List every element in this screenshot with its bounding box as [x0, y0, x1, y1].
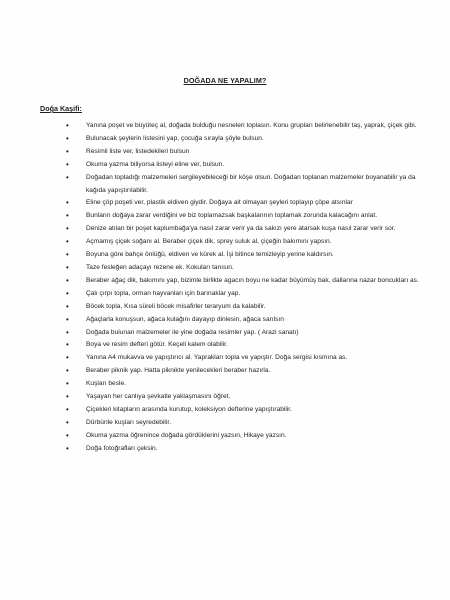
bullet-icon: • [66, 327, 69, 337]
bullet-icon: • [66, 275, 69, 285]
list-item [66, 236, 432, 249]
bullet-icon: • [66, 133, 69, 143]
list-item-text: Doğadan topladığı malzemeleri sergileyebileceği bir köşe olsun. Doğadan toplanan malzemeler boyanabilir ya da kağıda yapıştırılabilir. [86, 173, 416, 194]
list-item-text: Bulunacak şeylerin listesini yap, çocuğa sırayla şöyle bulsun. [86, 134, 264, 142]
list-item [66, 210, 432, 223]
list-item-text: Yanına poşet ve büyüteç al, doğada bulduğu nesneleri toplasın. Konu grupları belirlenebilir taş, yaprak, çiçek gibi. [86, 122, 417, 129]
bullet-icon: • [66, 392, 69, 402]
bullet-icon: • [66, 146, 69, 156]
bullet-icon: • [66, 314, 69, 324]
section-heading: Doğa Kaşifi: [40, 104, 82, 113]
list-item-text: Açmamış çiçek soğanı al. Beraber çiçek dik, sprey suluk al, çiçeğin bakımını yapsın. [86, 238, 332, 246]
list-item-text: Çiçekleri kitapların arasında kurutup, koleksiyon defterine yapıştırabilir. [86, 405, 292, 413]
bullet-icon: • [66, 301, 69, 311]
bullet-icon: • [66, 430, 69, 440]
list-item [66, 443, 432, 456]
list-item-text: Okuma yazma biliyorsa listeyi eline ver, bulsun. [86, 160, 225, 168]
document-title: DOĞADA NE YAPALIM? [183, 76, 267, 85]
bullet-icon: • [66, 159, 69, 169]
list-item [66, 430, 432, 443]
list-item-text: Resimli liste ver, listedekileri bulsun [86, 147, 190, 155]
list-item-text: Boyuna göre bahçe önlüğü, eldiven ve kürek al. İşi bitince temizleyip yerine kaldırsın. [86, 251, 334, 259]
list-item-text: Beraber piknik yap. Hatta piknikte yenilecekleri beraber hazırla. [86, 367, 271, 375]
list-item [66, 275, 432, 288]
list-item-text: Ağaçlarla konuşsun, ağaca kulağını dayayıp dinlesin, ağaca sarılsın [86, 315, 284, 323]
list-item-text: Boya ve resim defteri götür. Keçeli kalem olabilir. [86, 341, 228, 349]
bullet-icon: • [66, 404, 69, 414]
list-item-text: Denize atılan bir poşet kaplumbağa'ya nasıl zarar verir ya da sakızı yere atarsak kuşa nasıl zarar verir sor. [86, 225, 396, 233]
list-item [66, 223, 432, 236]
list-item-text: Beraber ağaç dik, bakımını yap, bizimle birlikte agacın boyu ne kadar büyümüş bak, dallarına nazar boncukları as. [86, 276, 419, 284]
list-item [66, 146, 432, 159]
bullet-icon: • [66, 443, 69, 453]
list-item [66, 159, 432, 172]
list-item [66, 133, 432, 146]
list-item-text: Dürbünle kuşları seyredebilir. [86, 418, 172, 426]
list-item [66, 417, 432, 430]
list-item [66, 288, 432, 301]
list-item [66, 301, 432, 314]
list-item-text: Doğada bulunan malzemeler ile yine doğada resimler yap. ( Arazi sanatı) [86, 328, 299, 336]
bullet-icon: • [66, 379, 69, 389]
bullet-icon: • [66, 262, 69, 272]
list-item-text: Doğa fotoğrafları çeksin. [86, 444, 158, 452]
list-item-text: Bunların doğaya zarar verdiğini ve biz toplamazsak başkalarının toplamak zorunda kalacağını anlat. [86, 212, 378, 220]
list-item [66, 391, 432, 404]
activity-list [66, 120, 432, 456]
bullet-icon: • [66, 172, 69, 182]
list-item [66, 197, 432, 210]
bullet-icon: • [66, 417, 69, 427]
bullet-icon: • [66, 250, 69, 260]
list-item [66, 365, 432, 378]
bullet-icon: • [66, 237, 69, 247]
list-item [66, 314, 432, 327]
bullet-icon: • [66, 288, 69, 298]
bullet-icon: • [66, 224, 69, 234]
list-item [66, 339, 432, 352]
list-item-text: Böcek topla, Kısa süreli böcek misafirler teraryum da kalabilir. [86, 302, 266, 310]
list-item [66, 378, 432, 391]
list-item-text: Okuma yazma öğrenince doğada gördüklerini yazsın, Hikaye yazsın. [86, 431, 287, 439]
list-item [66, 352, 432, 365]
bullet-icon: • [66, 198, 69, 208]
list-item-text: Yanına A4 mukavva ve yapıştırıcı al. Yaprakları topla ve yapıştır. Doğa sergisi kısmına as. [86, 354, 348, 362]
list-item [66, 249, 432, 262]
bullet-icon: • [66, 340, 69, 350]
list-item [66, 172, 432, 198]
bullet-icon: • [66, 366, 69, 376]
bullet-icon: • [66, 211, 69, 221]
bullet-icon: • [66, 353, 69, 363]
list-item-text: Kuşları besle. [86, 380, 126, 388]
list-item [66, 262, 432, 275]
list-item-text: Taze fesleğen adaçayı rezene ek. Kokuları tanısın. [86, 263, 234, 271]
list-item [66, 404, 432, 417]
list-item [66, 120, 432, 133]
list-item [66, 327, 432, 340]
list-item-text: Yaşayan her canlıya şevkatle yaklaşmasını öğret. [86, 393, 231, 401]
list-item-text: Çalı çırpı topla, orman hayvanları için barınaklar yap. [86, 289, 241, 297]
bullet-icon: • [66, 121, 69, 130]
list-item-text: Eline çöp poşeti ver, plastik eldiven giydir. Doğaya ait olmayan şeyleri toplayıp çöpe atsınlar [86, 199, 353, 207]
